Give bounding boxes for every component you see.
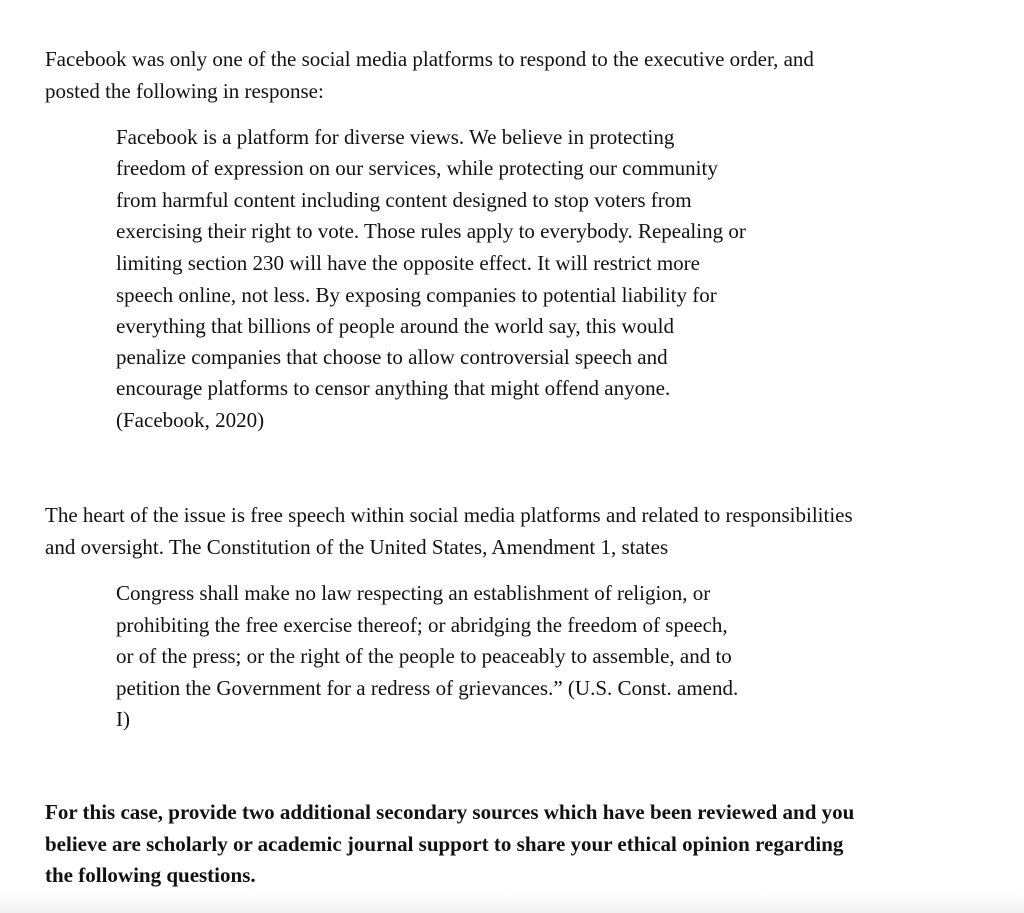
- quote-line: freedom of expression on our services, while protecting our community: [116, 156, 718, 180]
- quote-citation: (Facebook, 2020): [116, 408, 265, 432]
- intro-line: Facebook was only one of the social media platforms to respond to the executive order, and: [45, 47, 814, 71]
- quote-line: encourage platforms to censor anything that might offend anyone.: [116, 376, 671, 400]
- quote-line: penalize companies that choose to allow controversial speech and: [116, 345, 668, 369]
- quote-line: exercising their right to vote. Those rules apply to everybody. Repealing or: [116, 219, 746, 243]
- quote-line: speech online, not less. By exposing companies to potential liability for: [116, 283, 717, 307]
- quote-line: petition the Government for a redress of grievances.” (U.S. Const. amend.: [116, 676, 739, 700]
- issue-line: and oversight. The Constitution of the United States, Amendment 1, states: [45, 535, 669, 559]
- quote-citation: I): [116, 707, 130, 731]
- intro-line: posted the following in response:: [45, 79, 324, 103]
- quote-line: from harmful content including content designed to stop voters from: [116, 188, 692, 212]
- quote-line: Facebook is a platform for diverse views. We believe in protecting: [116, 125, 675, 149]
- instruction-line: the following questions.: [45, 863, 256, 887]
- quote-line: everything that billions of people around the world say, this would: [116, 314, 674, 338]
- issue-line: The heart of the issue is free speech within social media platforms and related to responsibilities: [45, 503, 853, 527]
- instruction-line: For this case, provide two additional secondary sources which have been reviewed and you: [45, 800, 855, 824]
- quote-line: or of the press; or the right of the people to peaceably to assemble, and to: [116, 644, 732, 668]
- quote-line: prohibiting the free exercise thereof; or abridging the freedom of speech,: [116, 613, 728, 637]
- quote-line: Congress shall make no law respecting an establishment of religion, or: [116, 581, 711, 605]
- quote-line: limiting section 230 will have the opposite effect. It will restrict more: [116, 251, 700, 275]
- instruction-line: believe are scholarly or academic journal support to share your ethical opinion regarding: [45, 832, 844, 856]
- page-bottom-shadow: [0, 891, 1024, 913]
